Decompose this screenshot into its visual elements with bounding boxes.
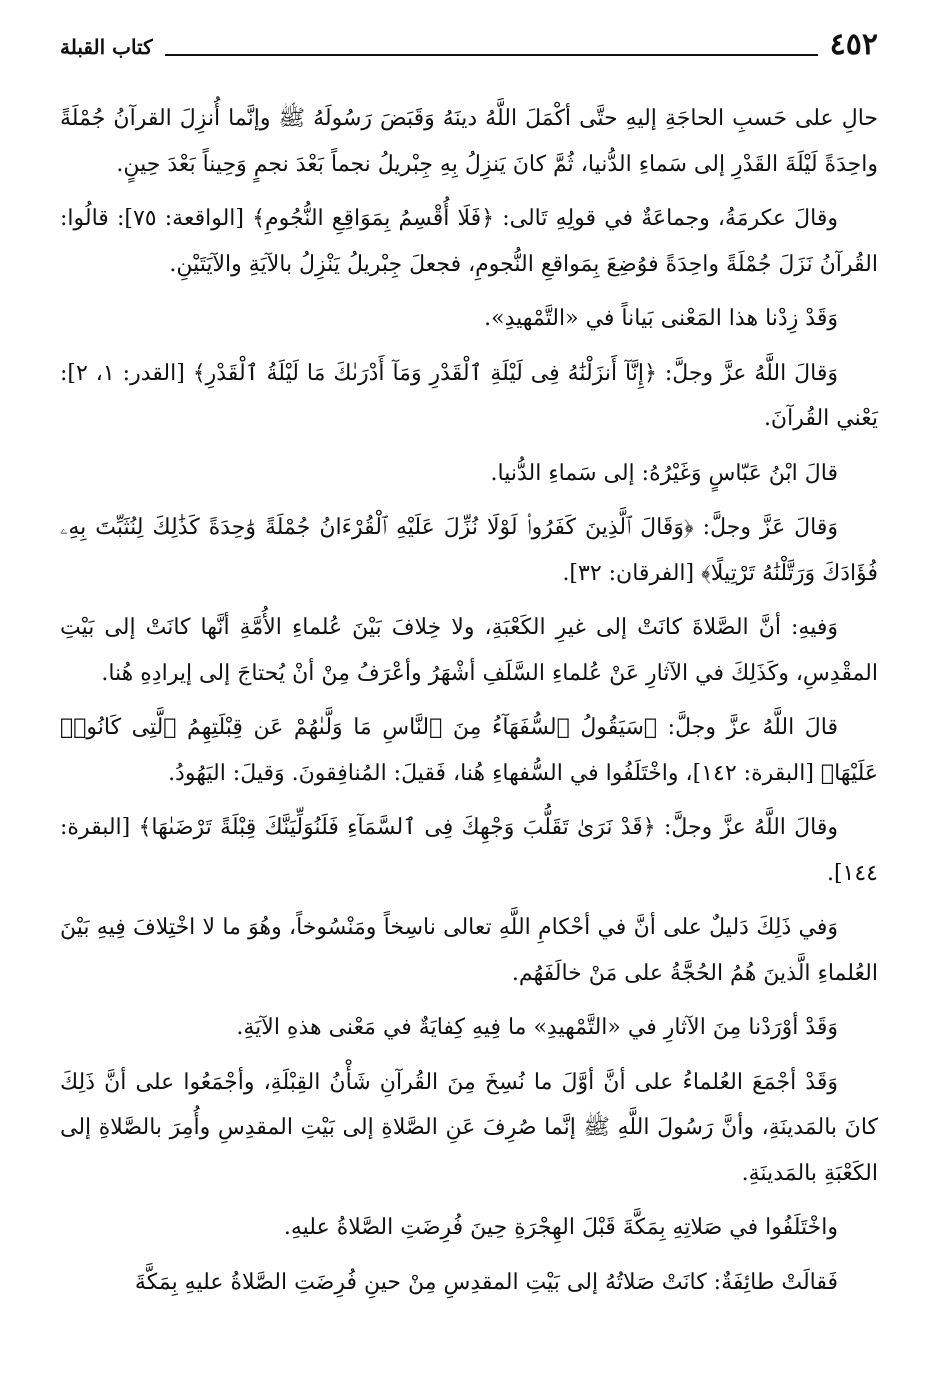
paragraph-9: وقالَ اللَّهُ عزَّ وجلَّ: ﴿قَدْ نَرَىٰ تَقَلُّبَ وَجْهِكَ فِى ٱلسَّمَآءِ فَلَنُوَلِّيَنَّكَ قِبْلَةً تَرْضَىٰهَا﴾ [البقرة: ١٤٤]. (60, 815, 878, 886)
header-rule (60, 54, 878, 56)
paragraph-2: وقالَ عكرمَةُ، وجماعَةٌ في قولِهِ تَالى: ﴿فَلَا أُقْسِمُ بِمَوَاقِعِ النُّجُومِ﴾ [الواقعة: ٧٥]: قالُوا: القُرآنُ نَزَلَ جُمْلَةً واحِدَةً فوُضِعَ بِمَواقعِ النُّجومِ، فجعلَ جِبْريلُ يَنْزِلُ بالآيَةِ والآيَتَيْنِ. (60, 206, 878, 277)
paragraph-13: واخْتَلَفُوا في صَلاتِهِ بِمَكَّةَ قَبْلَ الهِجْرَةِ حِينَ فُرِضَتِ الصَّلاةُ عليهِ. (283, 1215, 838, 1240)
page-header (60, 22, 878, 62)
paragraph-8: قالَ اللَّهُ عزَّ وجلَّ: ﴿سَيَقُولُ ٱلسُّفَهَآءُ مِنَ ٱلنَّاسِ مَا وَلَّىٰهُمْ عَن قِبْلَتِهِمُ ٱلَّتِى كَانُوا۟ عَلَيْهَا﴾ [البقرة: ١٤٢]، واخْتَلَفُوا في السُّفهاءِ هُنا، فَقيلَ: المُنافِقونَ. وَقيلَ: اليَهُودُ. (60, 715, 878, 786)
paragraph-5: قالَ ابْنُ عَبّاسٍ وَغَيْرُهُ: إلى سَماءِ الدُّنيا. (490, 460, 838, 486)
paragraph-14: فَقالَتْ طائِفَةٌ: كانَتْ صَلاتُهُ إلى بَيْتِ المقدِسِ مِنْ حينِ فُرِضَتِ الصَّلاةُ عليهِ بِمَكَّةَ (134, 1269, 838, 1295)
paragraph-4: وَقالَ اللَّهُ عزَّ وجلَّ: ﴿إِنَّآ أَنزَلْنَٰهُ فِى لَيْلَةِ ٱلْقَدْرِ وَمَآ أَدْرَىٰكَ مَا لَيْلَةُ ٱلْقَدْرِ﴾ [القدر: ١، ٢]: يَعْني القُرآنَ. (60, 360, 878, 431)
page-body (60, 96, 878, 1305)
paragraph-6: وَقالَ عَزَّ وجلَّ: ﴿وَقَالَ ٱلَّذِينَ كَفَرُوا۟ لَوْلَا نُزِّلَ عَلَيْهِ ٱلْقُرْءَانُ جُمْلَةً وَٰحِدَةً كَذَٰلِكَ لِنُثَبِّتَ بِهِۦ فُؤَادَكَ وَرَتَّلْنَٰهُ تَرْتِيلًا﴾ [الفرقان: ٣٢]. (60, 515, 878, 586)
paragraph-7: وَفيهِ: أنَّ الصَّلاةَ كانَتْ إلى غيرِ الكَعْبَةِ، ولا خِلافَ بَيْنَ عُلماءِ الأُمَّةِ أنَّها كانَتْ إلى بَيْتِ المقْدِسِ، وكَذَلِكَ في الآثارِ عَنْ عُلماءِ السَّلَفِ أشْهَرُ وأعْرَفُ مِنْ أنْ يُحتاجَ إلى إيرادِهِ هُنا. (60, 615, 878, 686)
paragraph-11: وَقَدْ أوْرَدْنا مِنَ الآثارِ في «التَّمْهيدِ» ما فِيهِ كِفايَةٌ في مَعْنى هذهِ الآيَةِ. (236, 1015, 838, 1040)
page-number: ٤٥٢ (818, 28, 878, 62)
paragraph-12: وَقَدْ أجْمَعَ العُلماءُ على أنَّ أوَّلَ ما نُسِخَ مِنَ القُرآنِ شَأْنُ القِبْلَةِ، وأجْمَعُوا على أنَّ ذَلِكَ كانَ بالمَدينَةِ، وأنَّ رَسُولَ اللَّهِ ﷺ إنَّما صُرِفَ عَنِ الصَّلاةِ إلى بَيْتِ المقدِسِ وأُمِرَ بالصَّلاةِ إلى الكَعْبَةِ بالمَدينَةِ. (60, 1069, 878, 1186)
paragraph-3: وَقَدْ زِدْنا هذا المَعْنى بَياناً في «التَّمْهيدِ». (484, 306, 838, 331)
paragraph-10: وَفي ذَلِكَ دَليلٌ على أنَّ في أحْكامِ اللَّهِ تعالى ناسِخاً ومَنْسُوخاً، وهُوَ ما لا اخْتِلافَ فِيهِ بَيْنَ العُلماءِ الَّذينَ هُمُ الحُجَّةُ على مَنْ خالَفَهُم. (60, 915, 878, 986)
paragraph-1: حالِ على حَسبِ الحاجَةِ إليهِ حتَّى أكْمَلَ اللَّهُ دينَهُ وَقَبَضَ رَسُولَهُ ﷺ وإنَّما أُنزِلَ القرآنُ جُمْلَةً واحِدَةً لَيْلَةَ القَدْرِ إلى سَماءِ الدُّنيا، ثُمَّ كانَ يَنزِلُ بِهِ جِبْريلُ نجماً بَعْدَ نجمٍ وَحِيناً بَعْدَ حِينٍ. (60, 106, 878, 177)
running-title: كتاب القبلة (60, 32, 165, 62)
